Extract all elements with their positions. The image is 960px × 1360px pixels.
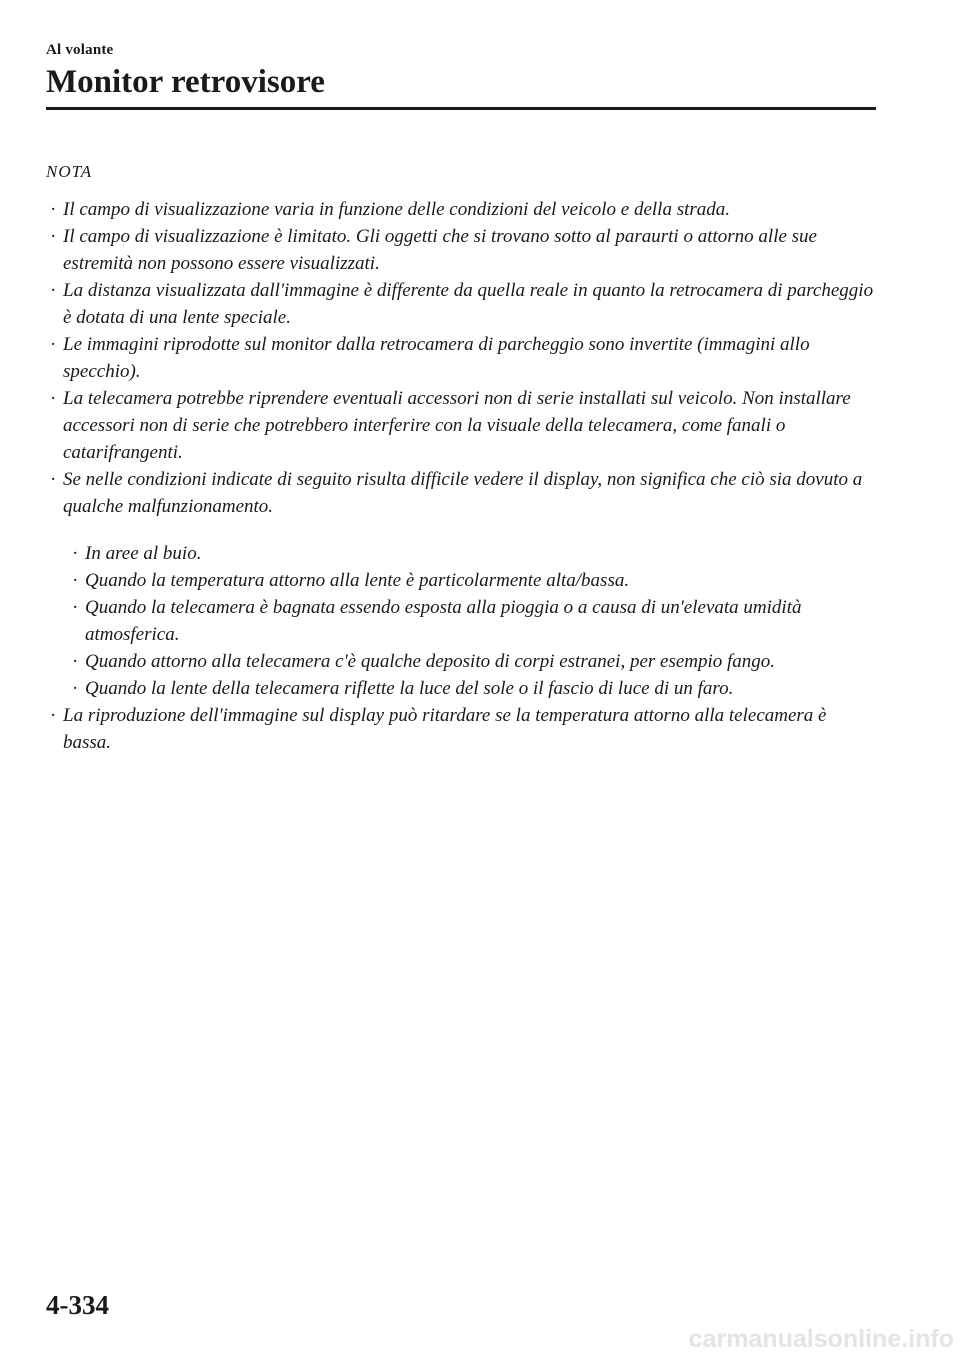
note-sub-item: · Quando la lente della telecamera riflette la luce del sole o il fascio di luce di un faro. bbox=[46, 675, 876, 702]
page-number: 4-334 bbox=[46, 1290, 109, 1320]
page-title: Monitor retrovisore bbox=[46, 64, 325, 100]
note-item: · Se nelle condizioni indicate di seguito risulta difficile vedere il display, non significa che ciò sia dovuto a qualche malfunzionamento. bbox=[46, 466, 876, 520]
note-sub-item: · Quando la temperatura attorno alla lente è particolarmente alta/bassa. bbox=[46, 567, 876, 594]
note-sub-item: · In aree al buio. bbox=[46, 540, 876, 567]
watermark: carmanualsonline.info bbox=[688, 1325, 954, 1353]
section-label: Al volante bbox=[46, 42, 114, 58]
note-item: · La telecamera potrebbe riprendere eventuali accessori non di serie installati sul veicolo. Non installare accessori non di serie che potrebbero interferire con la visuale della telecamera, come fanali o catarifrangenti. bbox=[46, 385, 876, 466]
note-item: · Il campo di visualizzazione è limitato. Gli oggetti che si trovano sotto al paraurti o attorno alle sue estremità non possono essere visualizzati. bbox=[46, 223, 876, 277]
note-heading: NOTA bbox=[46, 162, 93, 181]
note-item: · Le immagini riprodotte sul monitor dalla retrocamera di parcheggio sono invertite (immagini allo specchio). bbox=[46, 331, 876, 385]
note-list bbox=[46, 196, 876, 756]
note-item: · La distanza visualizzata dall'immagine è differente da quella reale in quanto la retrocamera di parcheggio è dotata di una lente speciale. bbox=[46, 277, 876, 331]
note-item: · La riproduzione dell'immagine sul display può ritardare se la temperatura attorno alla telecamera è bassa. bbox=[46, 702, 876, 756]
note-sub-item: · Quando attorno alla telecamera c'è qualche deposito di corpi estranei, per esempio fango. bbox=[46, 648, 876, 675]
title-divider bbox=[46, 107, 876, 110]
note-item: · Il campo di visualizzazione varia in funzione delle condizioni del veicolo e della strada. bbox=[46, 196, 876, 223]
note-sub-item: · Quando la telecamera è bagnata essendo esposta alla pioggia o a causa di un'elevata umidità atmosferica. bbox=[46, 594, 876, 648]
note-sub-list bbox=[46, 540, 876, 702]
